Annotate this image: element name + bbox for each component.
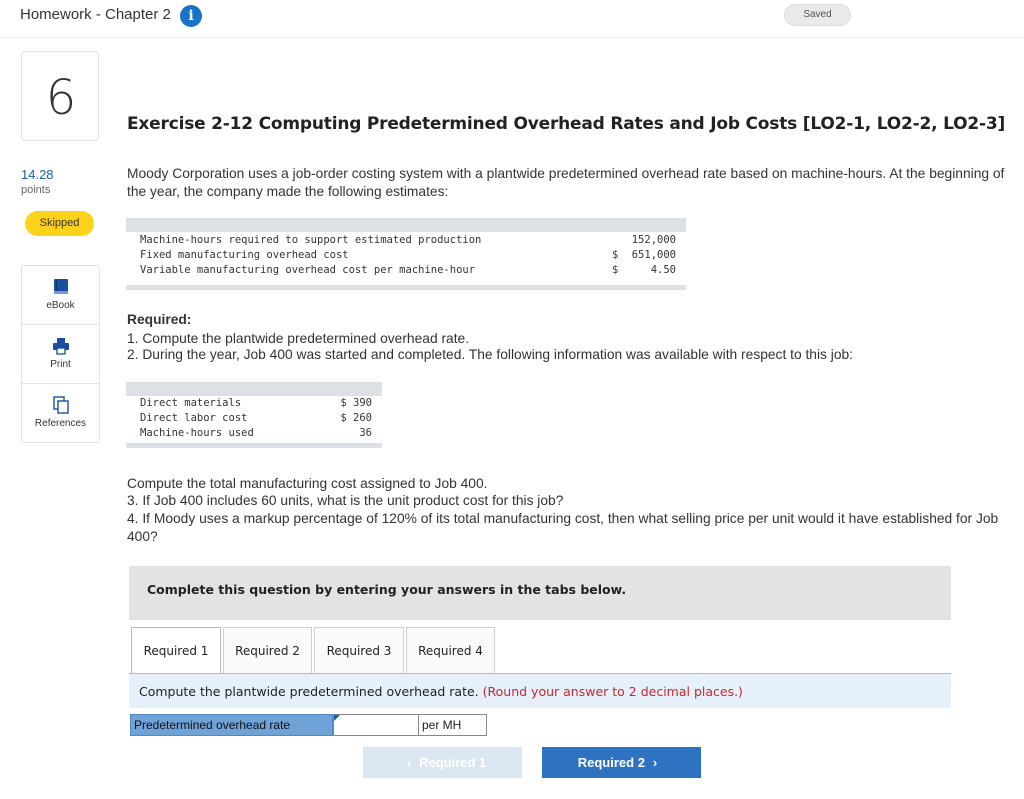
answer-instruction-box: [129, 673, 951, 708]
required-heading: Required:: [127, 312, 192, 327]
previous-required-button[interactable]: ‹ Required 1: [363, 747, 522, 778]
references-icon: [52, 396, 70, 414]
instruction-banner: [129, 566, 951, 620]
references-button[interactable]: [22, 384, 99, 443]
requirement-3: 3. If Job 400 includes 60 units, what is the unit product cost for this job?: [127, 493, 564, 508]
job-info-table: [126, 382, 382, 448]
info-icon[interactable]: i: [180, 5, 202, 27]
question-number: 6: [45, 70, 77, 126]
table-row: Machine-hours used 36: [140, 427, 372, 439]
print-button[interactable]: [22, 325, 99, 384]
question-number-box: [21, 51, 99, 141]
requirement-1: 1. Compute the plantwide predetermined overhead rate.: [127, 331, 470, 346]
side-tools-panel: [21, 265, 100, 443]
top-bar: [0, 0, 1024, 38]
skipped-status-badge: Skipped: [25, 211, 94, 236]
ebook-label: eBook: [46, 300, 75, 311]
requirement-2: 2. During the year, Job 400 was started and completed. The following information was available with respect to this job:: [127, 347, 854, 362]
tab-required-1[interactable]: Required 1: [131, 627, 221, 673]
next-required-button[interactable]: Required 2 ›: [542, 747, 701, 778]
chevron-right-icon: ›: [652, 755, 658, 770]
instruction-banner-text: Complete this question by entering your answers in the tabs below.: [147, 582, 627, 597]
requirement-2b: Compute the total manufacturing cost assigned to Job 400.: [127, 476, 488, 491]
exercise-intro: Moody Corporation uses a job-order costing system with a plantwide predetermined overhead rate based on machine-hours. At the beginning of the year, the company made the following estimates:: [127, 166, 1005, 199]
printer-icon: [52, 337, 70, 355]
table-row: Machine-hours required to support estimated production 152,000: [140, 234, 676, 246]
chevron-left-icon: ‹: [406, 755, 412, 770]
exercise-title: Exercise 2-12 Computing Predetermined Overhead Rates and Job Costs [LO2-1, LO2-2, LO2-3]: [127, 114, 1006, 134]
rounding-note: (Round your answer to 2 decimal places.): [482, 684, 743, 699]
book-icon: [52, 278, 70, 296]
assignment-title: Homework - Chapter 2: [20, 6, 171, 23]
points-value: 14.28: [21, 167, 54, 182]
input-marker-icon: [334, 715, 340, 721]
references-label: References: [34, 418, 87, 429]
table-row: Fixed manufacturing overhead cost $ 651,000: [140, 249, 676, 261]
table-row: Direct labor cost $ 260: [140, 412, 372, 424]
tab-required-4[interactable]: Required 4: [406, 627, 495, 673]
table-row: Variable manufacturing overhead cost per machine-hour $ 4.50: [140, 264, 676, 276]
ebook-button[interactable]: [22, 266, 99, 325]
unit-label: per MH: [419, 714, 487, 736]
tab-required-2[interactable]: Required 2: [223, 627, 312, 673]
requirement-4: 4. If Moody uses a markup percentage of 120% of its total manufacturing cost, then what selling price per unit would it have established for Job 400?: [127, 511, 999, 544]
tab-required-3[interactable]: Required 3: [314, 627, 404, 673]
saved-status-badge: Saved: [784, 4, 851, 26]
points-label: points: [21, 184, 51, 196]
predetermined-overhead-rate-label: Predetermined overhead rate: [130, 714, 333, 736]
predetermined-overhead-rate-input[interactable]: [333, 714, 419, 736]
answer-instruction: Compute the plantwide predetermined overhead rate. (Round your answer to 2 decimal places.): [139, 684, 743, 699]
estimates-table: [126, 218, 686, 290]
table-row: Direct materials $ 390: [140, 397, 372, 409]
print-label: Print: [50, 359, 71, 370]
